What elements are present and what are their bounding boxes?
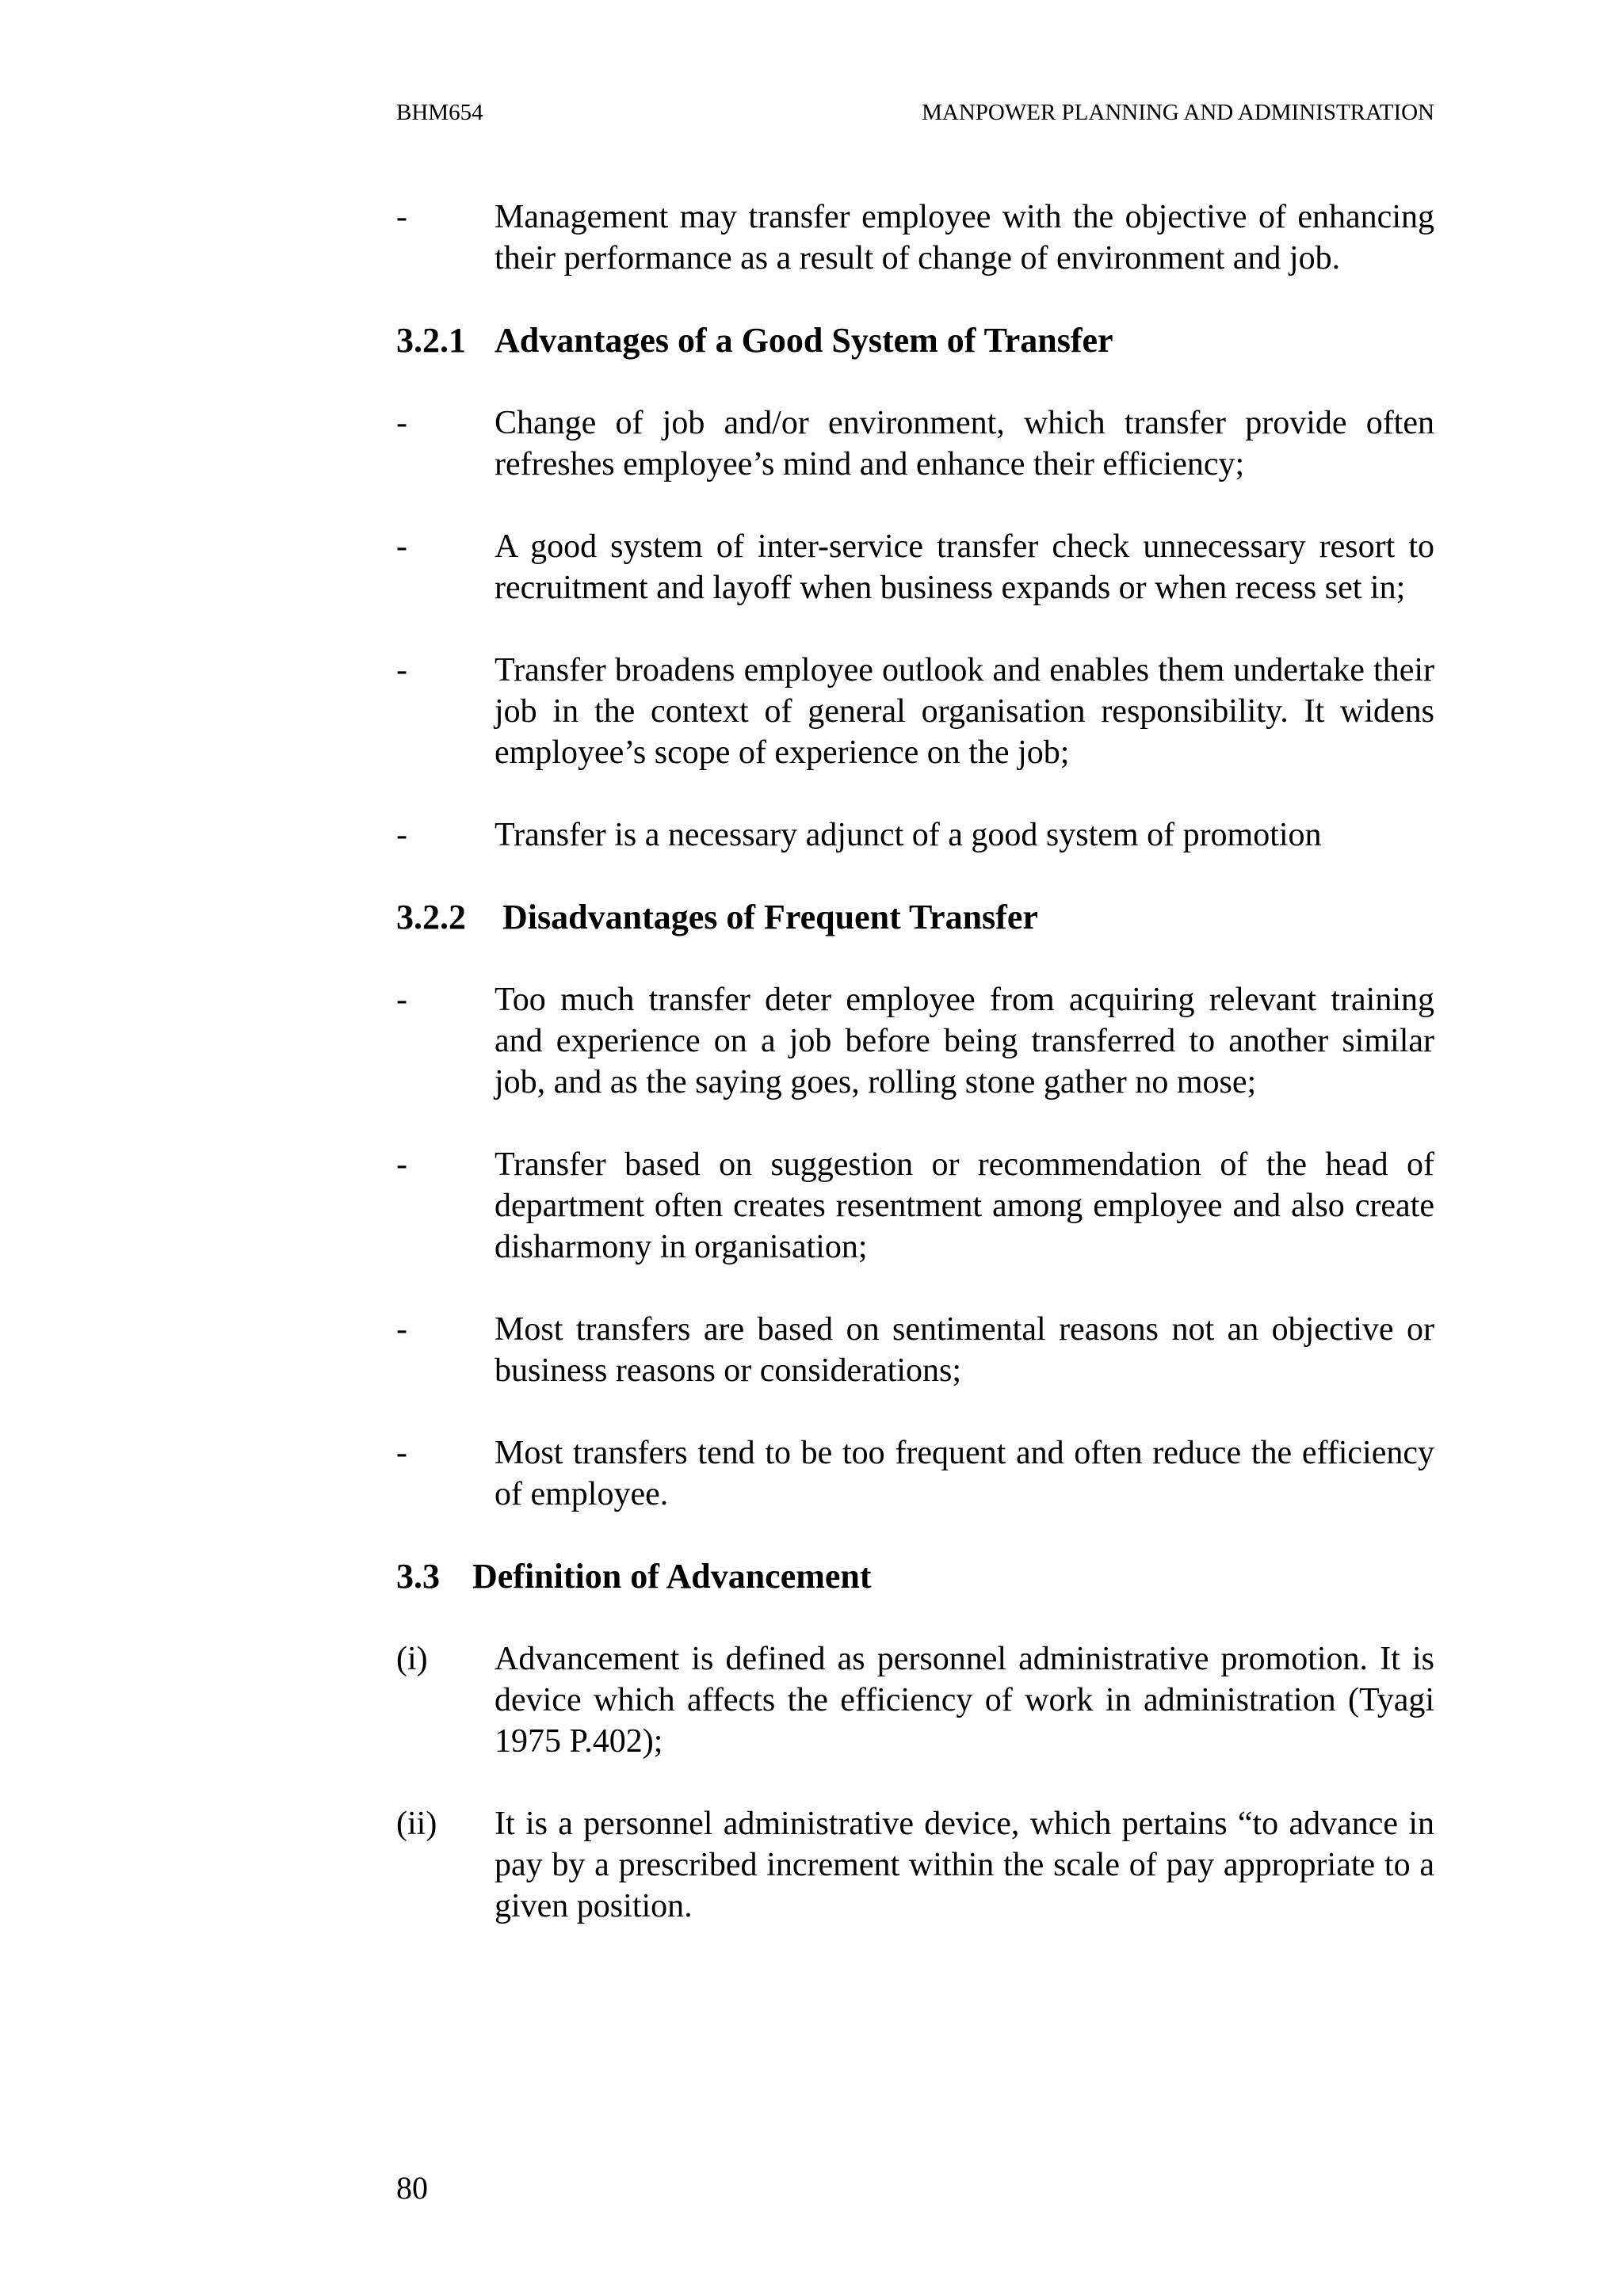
item-text: Too much transfer deter employee from acquiring relevant training and experience on a job before being transferred to another similar job, and as the saying goes, rolling stone gather no mose; [495,982,1434,1100]
bullet-marker: - [396,405,407,441]
list-item [396,979,1434,1103]
list-item [396,402,1434,485]
section-number: 3.2.1 [396,321,466,360]
section-title: Advantages of a Good System of Transfer [495,321,1113,360]
item-text: Management may transfer employee with the objective of enhancing their performance as a result of change of environment and job. [495,199,1434,277]
item-text: Transfer broadens employee outlook and enables them undertake their job in the context of general organisation responsibility. It widens employee’s scope of experience on the job; [495,652,1434,771]
bullet-marker: - [396,652,407,688]
list-item [396,1638,1434,1762]
bullet-marker: - [396,817,407,853]
list-item [396,650,1434,773]
list-item [396,1309,1434,1391]
list-item [396,526,1434,608]
bullet-marker: - [396,982,407,1018]
section-number: 3.2.2 [396,898,466,936]
item-text: Transfer is a necessary adjunct of a good system of promotion [495,817,1322,853]
item-text: A good system of inter-service transfer check unnecessary resort to recruitment and layoff when business expands or when recess set in; [495,528,1434,606]
page-body [396,196,1434,1968]
section-title: Disadvantages of Frequent Transfer [502,898,1038,936]
bullet-marker: - [396,1146,407,1183]
bullet-marker: - [396,1435,407,1471]
list-item [396,1803,1434,1927]
list-item [396,1144,1434,1268]
header-course-code: BHM654 [396,100,483,125]
item-text: Most transfers tend to be too frequent and often reduce the efficiency of employee. [495,1435,1434,1512]
section-number: 3.3 [396,1557,440,1596]
page-number: 80 [396,2170,428,2206]
item-text: It is a personnel administrative device, which pertains “to advance in pay by a prescribed increment within the scale of pay appropriate to a given position. [495,1806,1434,1924]
section-heading-3-2-1 [396,320,1434,361]
item-text: Change of job and/or environment, which transfer provide often refreshes employee’s mind and enhance their efficiency; [495,405,1434,482]
intro-item [396,196,1434,279]
section-title: Definition of Advancement [472,1557,872,1596]
roman-numeral-marker: (ii) [396,1806,437,1842]
bullet-marker: - [396,1311,407,1348]
section-heading-3-3 [396,1556,1434,1597]
list-item [396,814,1434,856]
item-text: Most transfers are based on sentimental reasons not an objective or business reasons or considerations; [495,1311,1434,1389]
bullet-marker: - [396,528,407,565]
header-course-title: MANPOWER PLANNING AND ADMINISTRATION [922,100,1434,125]
section-heading-3-2-2 [396,897,1434,938]
roman-numeral-marker: (i) [396,1641,428,1677]
bullet-marker: - [396,199,407,235]
list-item [396,1432,1434,1515]
item-text: Advancement is defined as personnel administrative promotion. It is device which affects the efficiency of work in administration (Tyagi 1975 P.402); [495,1641,1434,1760]
item-text: Transfer based on suggestion or recommendation of the head of department often creates resentment among employee and also create disharmony in organisation; [495,1146,1434,1265]
